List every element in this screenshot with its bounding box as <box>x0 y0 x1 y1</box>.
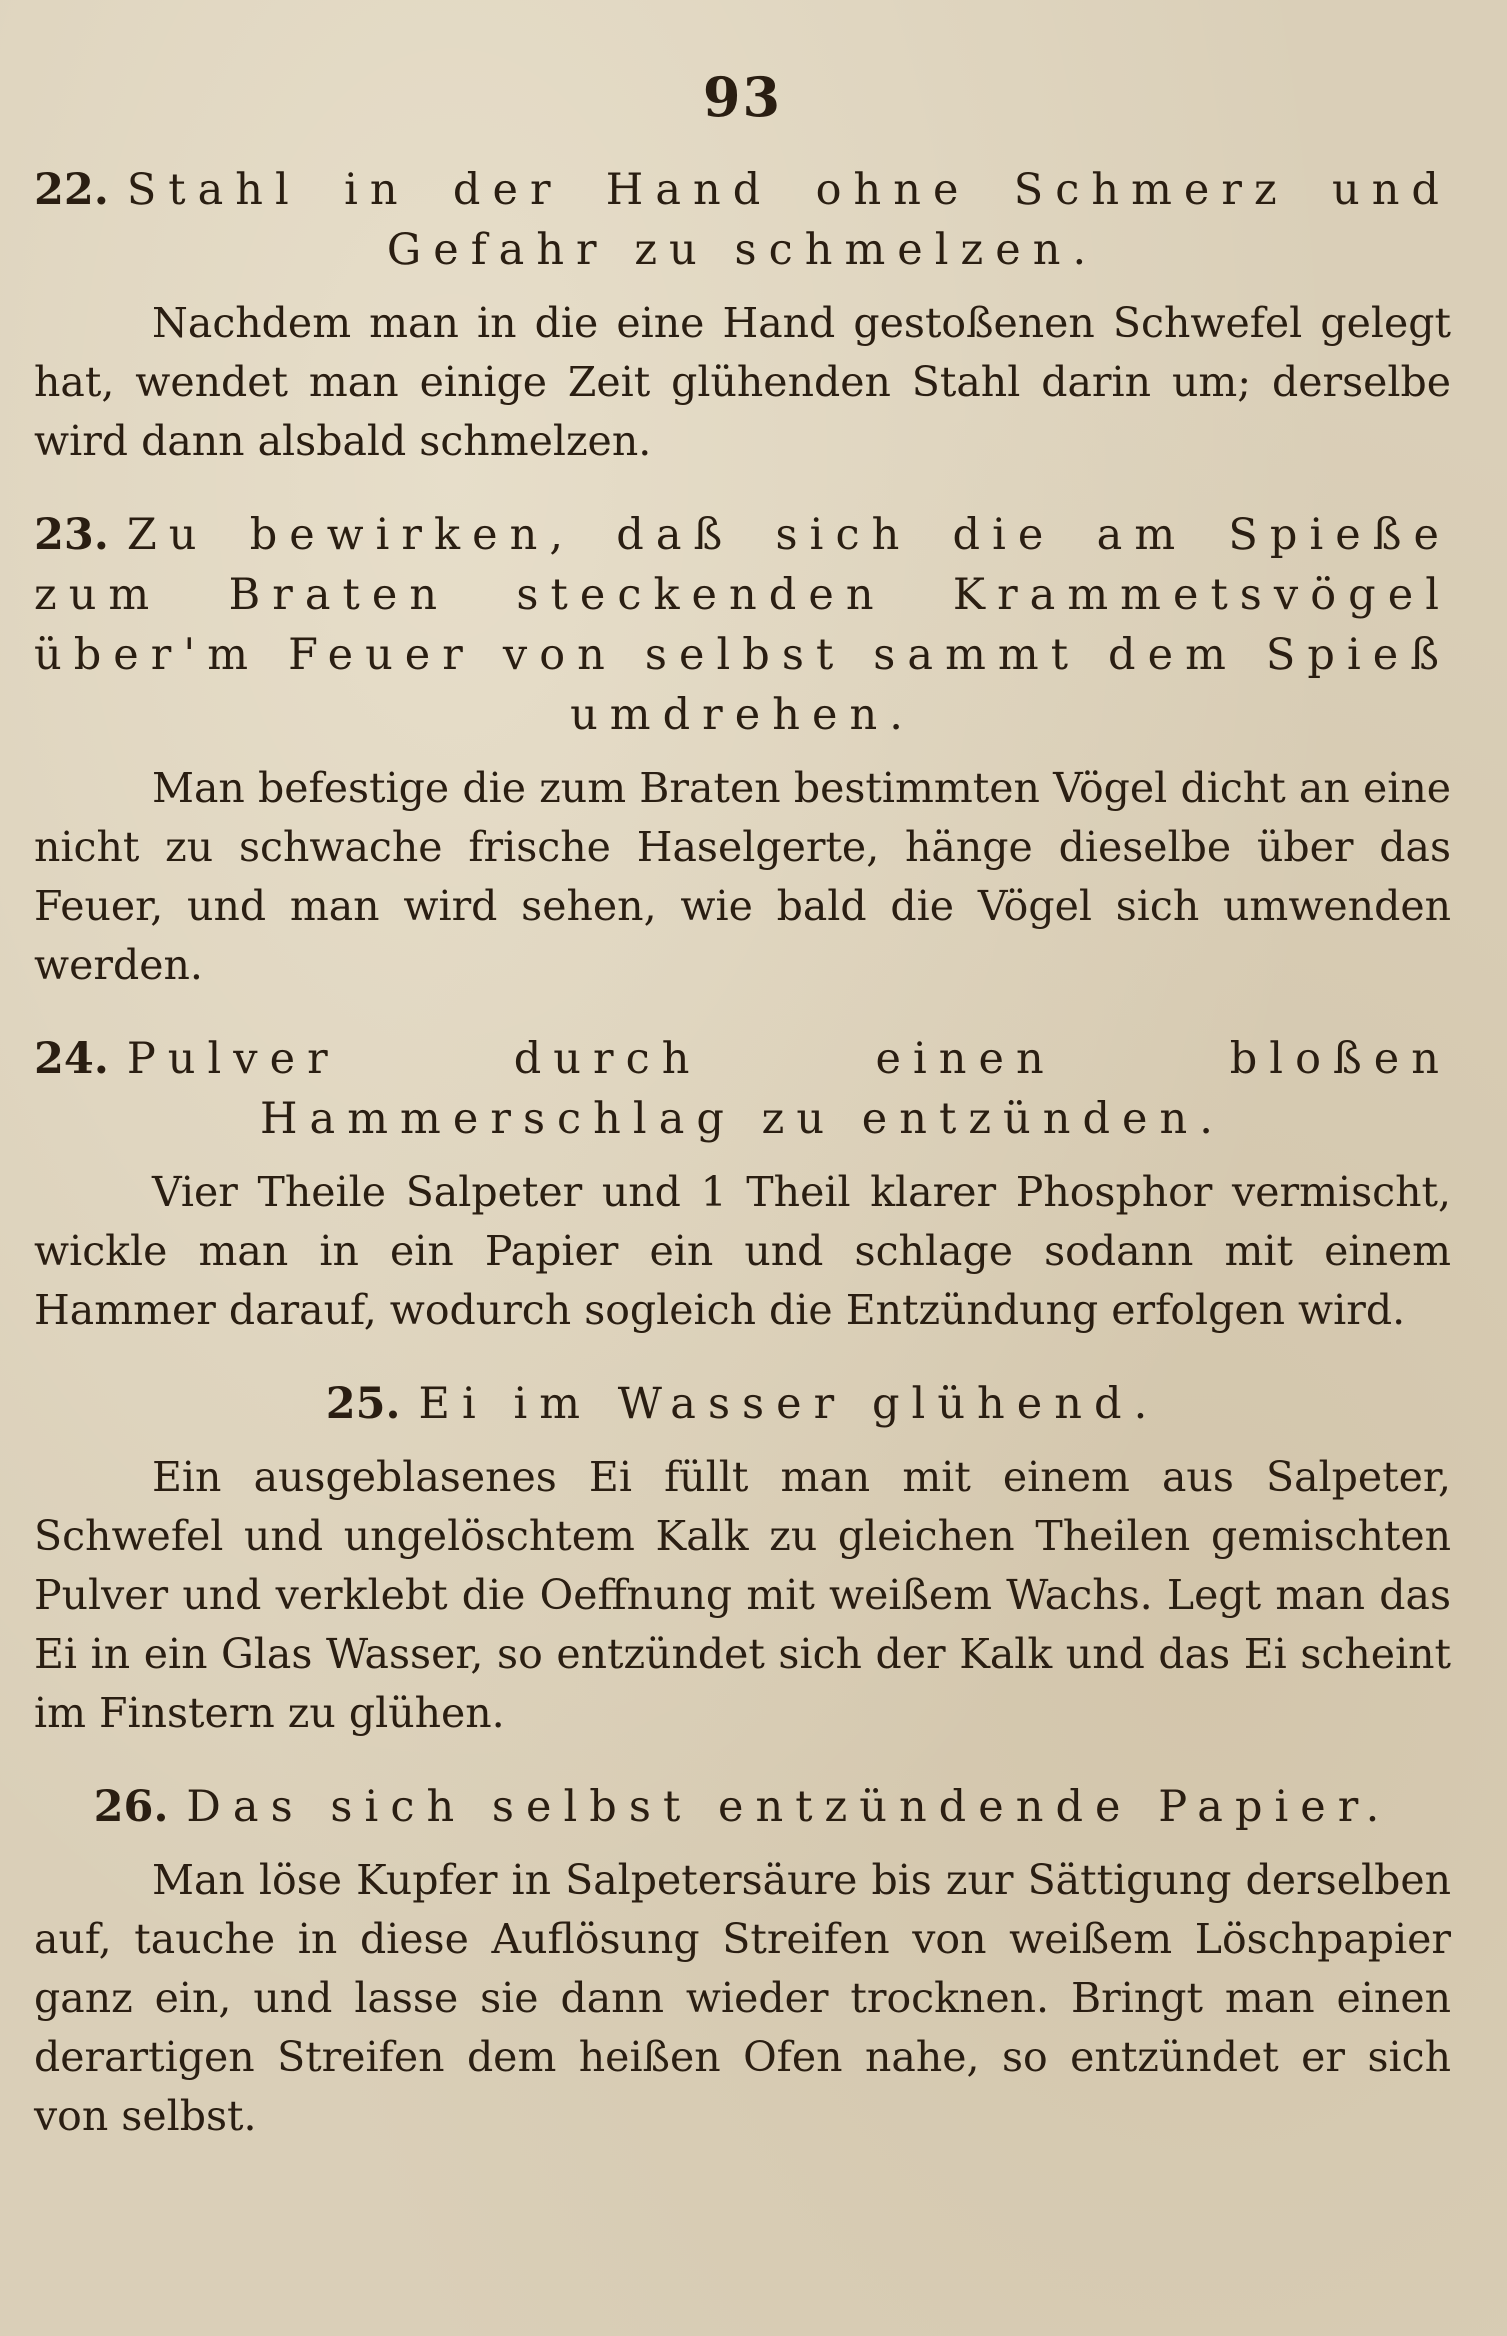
page-number: 93 <box>702 65 783 129</box>
section-26 <box>34 1777 1451 2146</box>
section-title: Stahl in der Hand ohne Schmerz und Gefahr zu schmelzen. <box>126 165 1451 275</box>
section-title: Das sich selbst entzündende Papier. <box>186 1782 1392 1832</box>
section-heading <box>34 160 1451 280</box>
section-heading <box>34 1029 1451 1149</box>
section-body: Vier Theile Salpeter und 1 Theil klarer Phosphor vermischt, wickle man in ein Papier ein und schlage sodann mit einem Hammer darauf, wodurch sogleich die Entzündung erfolgen wird. <box>34 1168 1451 1334</box>
section-23 <box>34 505 1451 995</box>
section-number: 24. <box>34 1034 109 1084</box>
section-title: Zu bewirken, daß sich die am Spieße zum Braten steckenden Krammetsvögel über'm Feuer von selbst sammt dem Spieß umdrehen. <box>34 510 1451 740</box>
section-number: 26. <box>93 1782 169 1832</box>
section-title: Pulver durch einen bloßen Hammerschlag zu entzünden. <box>126 1034 1451 1144</box>
section-heading <box>34 1374 1451 1434</box>
section-heading <box>34 505 1451 745</box>
section-body: Nachdem man in die eine Hand gestoßenen Schwefel gelegt hat, wendet man einige Zeit glühenden Stahl darin um; derselbe wird dann alsbald schmelzen. <box>34 299 1451 465</box>
section-number: 23. <box>34 510 109 560</box>
section-body: Ein ausgeblasenes Ei füllt man mit einem aus Salpeter, Schwefel und ungelöschtem Kalk zu gleichen Theilen gemischten Pulver und verklebt die Oeffnung mit weißem Wachs. Legt man das Ei in ein Glas Wasser, so entzündet sich der Kalk und das Ei scheint im Finstern zu glühen. <box>34 1453 1451 1737</box>
section-body: Man löse Kupfer in Salpetersäure bis zur Sättigung derselben auf, tauche in diese Auflösung Streifen von weißem Löschpapier ganz ein, und lasse sie dann wieder trocknen. Bringt man einen derartigen Streifen dem heißen Ofen nahe, so entzündet er sich von selbst. <box>34 1856 1451 2140</box>
section-24 <box>34 1029 1451 1340</box>
section-number: 22. <box>34 165 109 215</box>
section-25 <box>34 1374 1451 1743</box>
section-title: Ei im Wasser glühend. <box>418 1379 1160 1429</box>
section-number: 25. <box>325 1379 401 1429</box>
section-body: Man befestige die zum Braten bestimmten Vögel dicht an eine nicht zu schwache frische Haselgerte, hänge dieselbe über das Feuer, und man wird sehen, wie bald die Vögel sich umwenden werden. <box>34 764 1451 989</box>
section-heading <box>34 1777 1451 1837</box>
section-22 <box>34 160 1451 471</box>
